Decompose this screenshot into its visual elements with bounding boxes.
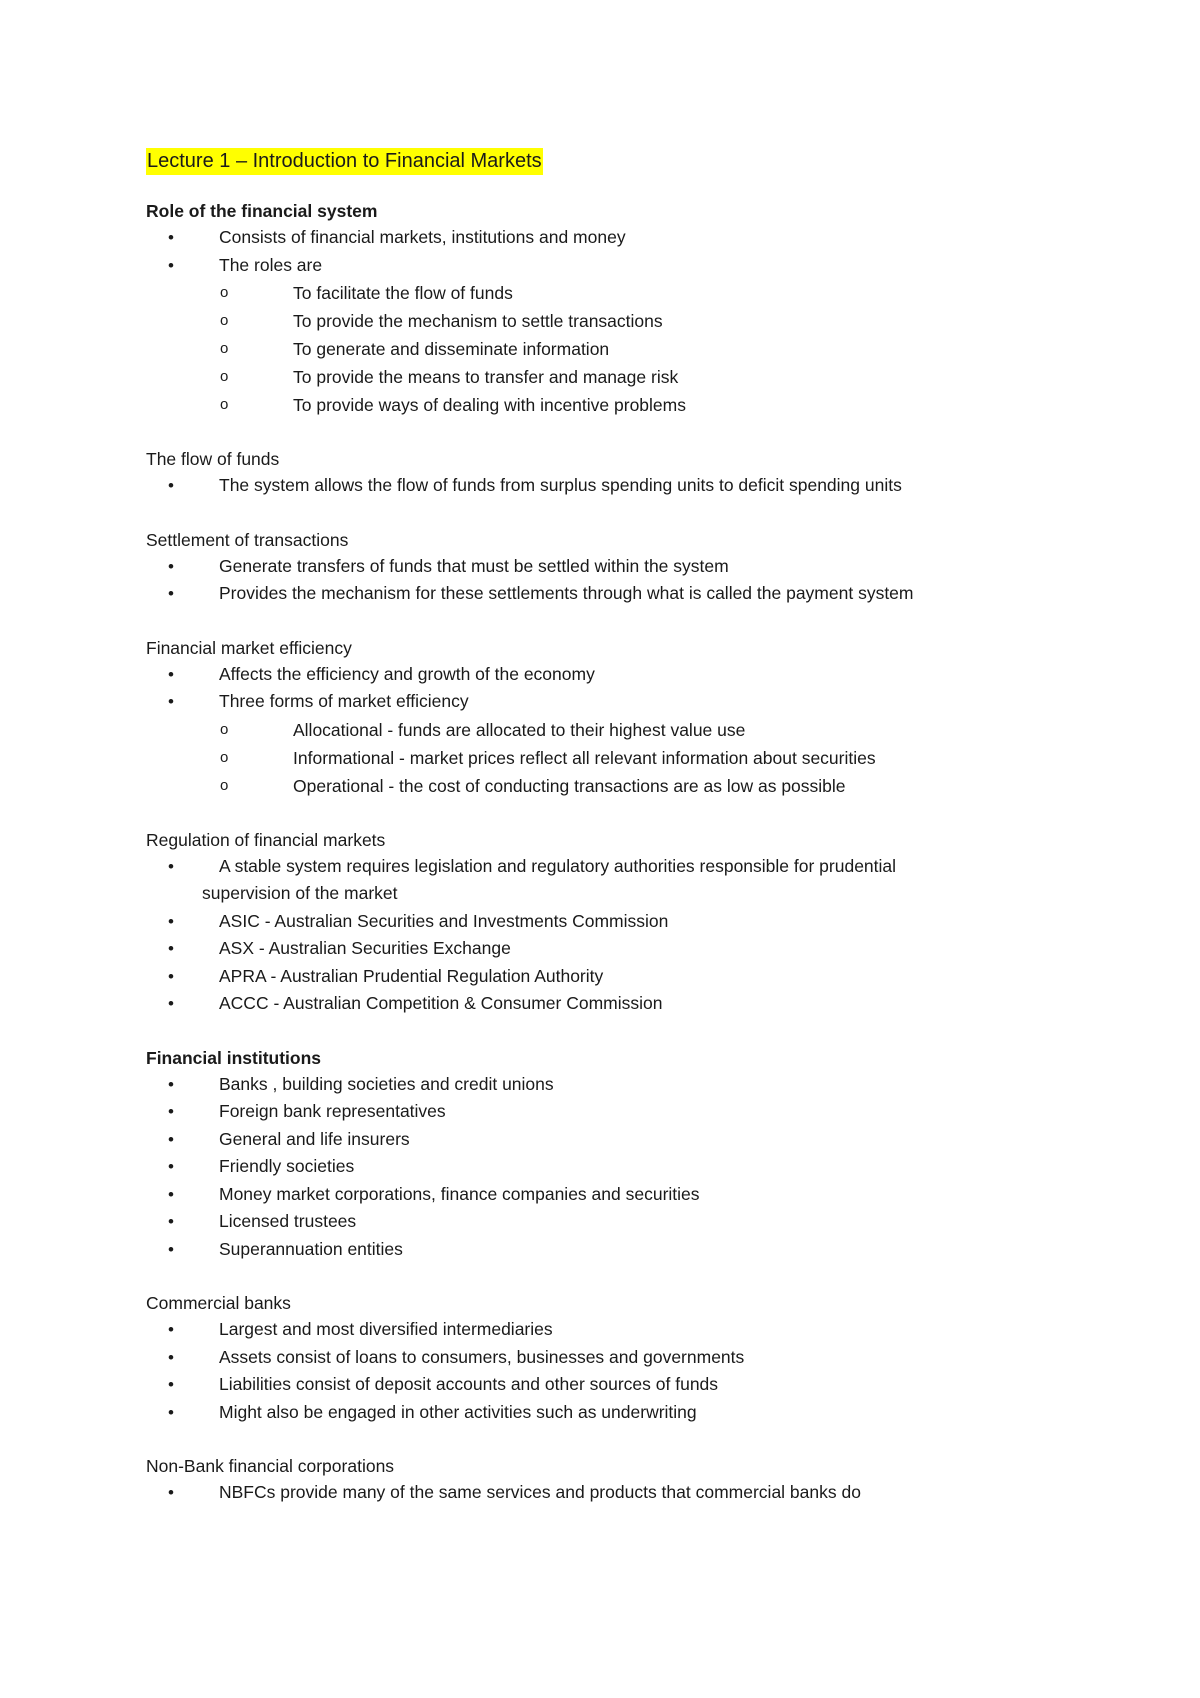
bullet-icon: • — [168, 1347, 174, 1367]
list-item — [146, 252, 1046, 420]
list-item — [146, 963, 1046, 991]
bullet-icon: • — [168, 255, 174, 275]
circle-bullet-icon: o — [220, 368, 229, 385]
list-item — [146, 853, 1046, 908]
bullet-list — [146, 553, 1046, 608]
sub-list-item — [146, 363, 1046, 391]
sub-list-item-text: To provide the means to transfer and manage risk — [293, 367, 679, 387]
list-item — [146, 1098, 1046, 1126]
sub-list-item — [146, 716, 1046, 744]
list-item — [146, 935, 1046, 963]
list-item-text: Foreign bank representatives — [219, 1101, 446, 1121]
sub-list-item — [146, 391, 1046, 419]
sub-list-item — [146, 335, 1046, 363]
bullet-icon: • — [168, 856, 174, 876]
bullet-list — [146, 1071, 1046, 1264]
sub-list-item-text: To provide the mechanism to settle transactions — [293, 311, 663, 331]
list-item-text: Three forms of market efficiency — [219, 691, 469, 711]
bullet-icon: • — [168, 1320, 174, 1339]
list-item — [146, 553, 1046, 581]
circle-bullet-icon: o — [220, 748, 229, 766]
circle-bullet-icon: o — [220, 720, 229, 738]
section-flow — [146, 446, 1046, 500]
list-item-text: NBFCs provide many of the same services and products that commercial banks do — [219, 1482, 861, 1502]
list-item-text: ASX - Australian Securities Exchange — [219, 938, 511, 958]
bullet-icon: • — [168, 1239, 174, 1259]
bullet-list — [146, 1316, 1046, 1426]
list-item — [146, 1126, 1046, 1154]
list-item — [146, 1181, 1046, 1209]
bullet-icon: • — [168, 939, 174, 958]
list-item — [146, 1208, 1046, 1236]
list-item — [146, 1371, 1046, 1399]
bullet-icon: • — [168, 1184, 174, 1204]
list-item-text: Licensed trustees — [219, 1211, 357, 1231]
list-item-text: A stable system requires legislation and regulatory authorities responsible for prudential — [219, 855, 897, 876]
list-item — [146, 1153, 1046, 1181]
list-item — [146, 1399, 1046, 1427]
list-item — [146, 1236, 1046, 1264]
section-heading: Non-Bank financial corporations — [146, 1456, 395, 1476]
bullet-list — [146, 224, 1046, 419]
circle-bullet-icon: o — [220, 776, 229, 794]
bullet-icon: • — [168, 1074, 174, 1094]
bullet-icon: • — [168, 1102, 174, 1121]
sub-list-item — [146, 307, 1046, 335]
section-heading: Financial institutions — [146, 1047, 322, 1068]
bullet-icon: • — [168, 1129, 174, 1149]
section-heading: Role of the financial system — [146, 201, 378, 221]
list-item — [146, 688, 1046, 800]
sub-bullet-list — [219, 279, 1046, 419]
bullet-icon: • — [168, 584, 174, 603]
sub-list-item-text: Operational - the cost of conducting transactions are as low as possible — [293, 775, 846, 796]
page-title — [146, 146, 1046, 176]
circle-bullet-icon: o — [220, 340, 229, 357]
list-item-text: Assets consist of loans to consumers, businesses and governments — [219, 1346, 745, 1367]
section-heading: Financial market efficiency — [146, 637, 352, 658]
bullet-icon: • — [168, 966, 174, 986]
bullet-icon: • — [168, 1157, 174, 1176]
list-item-text: APRA - Australian Prudential Regulation Authority — [219, 965, 604, 986]
section-heading: Regulation of financial markets — [146, 829, 386, 850]
section-settlement — [146, 527, 1046, 608]
sub-list-item — [146, 744, 1046, 772]
list-item-text: Provides the mechanism for these settlements through what is called the payment system — [219, 583, 914, 603]
list-item-text: Superannuation entities — [219, 1238, 403, 1259]
section-banks — [146, 1290, 1046, 1426]
sub-list-item-text: To facilitate the flow of funds — [293, 283, 513, 303]
section-efficiency — [146, 635, 1046, 800]
sub-list-item-text: Allocational - funds are allocated to their highest value use — [293, 719, 746, 740]
list-item — [146, 908, 1046, 936]
list-item — [146, 990, 1046, 1018]
sub-list-item-text: Informational - market prices reflect all relevant information about securities — [293, 747, 876, 768]
list-item — [146, 661, 1046, 689]
bullet-list — [146, 853, 1046, 1018]
list-item-text: General and life insurers — [219, 1128, 410, 1149]
circle-bullet-icon: o — [220, 284, 229, 301]
bullet-icon: • — [168, 911, 174, 931]
list-item-text: ASIC - Australian Securities and Investments Commission — [219, 910, 669, 931]
bullet-icon: • — [168, 228, 174, 247]
bullet-icon: • — [168, 1375, 174, 1394]
section-heading: Commercial banks — [146, 1293, 291, 1313]
bullet-list — [146, 472, 1046, 500]
circle-bullet-icon: o — [220, 396, 229, 413]
section-heading: The flow of funds — [146, 449, 280, 469]
list-item-text: Money market corporations, finance companies and securities — [219, 1183, 700, 1204]
sub-list-item-text: To provide ways of dealing with incentive problems — [293, 395, 686, 415]
list-item — [146, 224, 1046, 252]
circle-bullet-icon: o — [220, 312, 229, 329]
list-item — [146, 1344, 1046, 1372]
title-highlight: Lecture 1 – Introduction to Financial Markets — [146, 148, 543, 175]
sub-list-item-text: To generate and disseminate information — [293, 339, 610, 359]
list-item — [146, 1316, 1046, 1344]
list-item — [146, 1071, 1046, 1099]
sub-bullet-list — [219, 716, 1046, 800]
bullet-icon: • — [168, 692, 174, 711]
bullet-list — [146, 661, 1046, 800]
sub-list-item — [146, 279, 1046, 307]
list-item-text: Largest and most diversified intermediaries — [219, 1319, 553, 1339]
list-item-text: Liabilities consist of deposit accounts and other sources of funds — [219, 1374, 719, 1394]
list-item — [146, 472, 1046, 500]
list-item-text-continuation: supervision of the market — [202, 883, 398, 903]
document-body — [146, 146, 1046, 1534]
section-role — [146, 198, 1046, 419]
list-item-text: Affects the efficiency and growth of the economy — [219, 663, 595, 684]
bullet-icon: • — [168, 994, 174, 1013]
list-item — [146, 1479, 1046, 1507]
section-nbfc — [146, 1453, 1046, 1507]
list-item-text: Banks , building societies and credit unions — [219, 1073, 554, 1094]
list-item-text: ACCC - Australian Competition & Consumer Commission — [219, 993, 663, 1013]
section-regulation — [146, 827, 1046, 1018]
bullet-icon: • — [168, 556, 174, 576]
bullet-icon: • — [168, 1483, 174, 1502]
list-item-text: Friendly societies — [219, 1156, 355, 1176]
section-heading: Settlement of transactions — [146, 529, 349, 550]
list-item-text: Generate transfers of funds that must be settled within the system — [219, 555, 729, 576]
bullet-list — [146, 1479, 1046, 1507]
bullet-icon: • — [168, 664, 174, 684]
section-institutions — [146, 1045, 1046, 1264]
sub-list-item — [146, 772, 1046, 800]
list-item-text: Might also be engaged in other activities such as underwriting — [219, 1401, 697, 1422]
list-item-text: Consists of financial markets, institutions and money — [219, 227, 626, 247]
list-item — [146, 580, 1046, 608]
list-item-text: The roles are — [219, 254, 323, 275]
list-item-text: The system allows the flow of funds from surplus spending units to deficit spending units — [219, 475, 902, 495]
bullet-icon: • — [168, 1212, 174, 1231]
bullet-icon: • — [168, 476, 174, 495]
bullet-icon: • — [168, 1402, 174, 1422]
